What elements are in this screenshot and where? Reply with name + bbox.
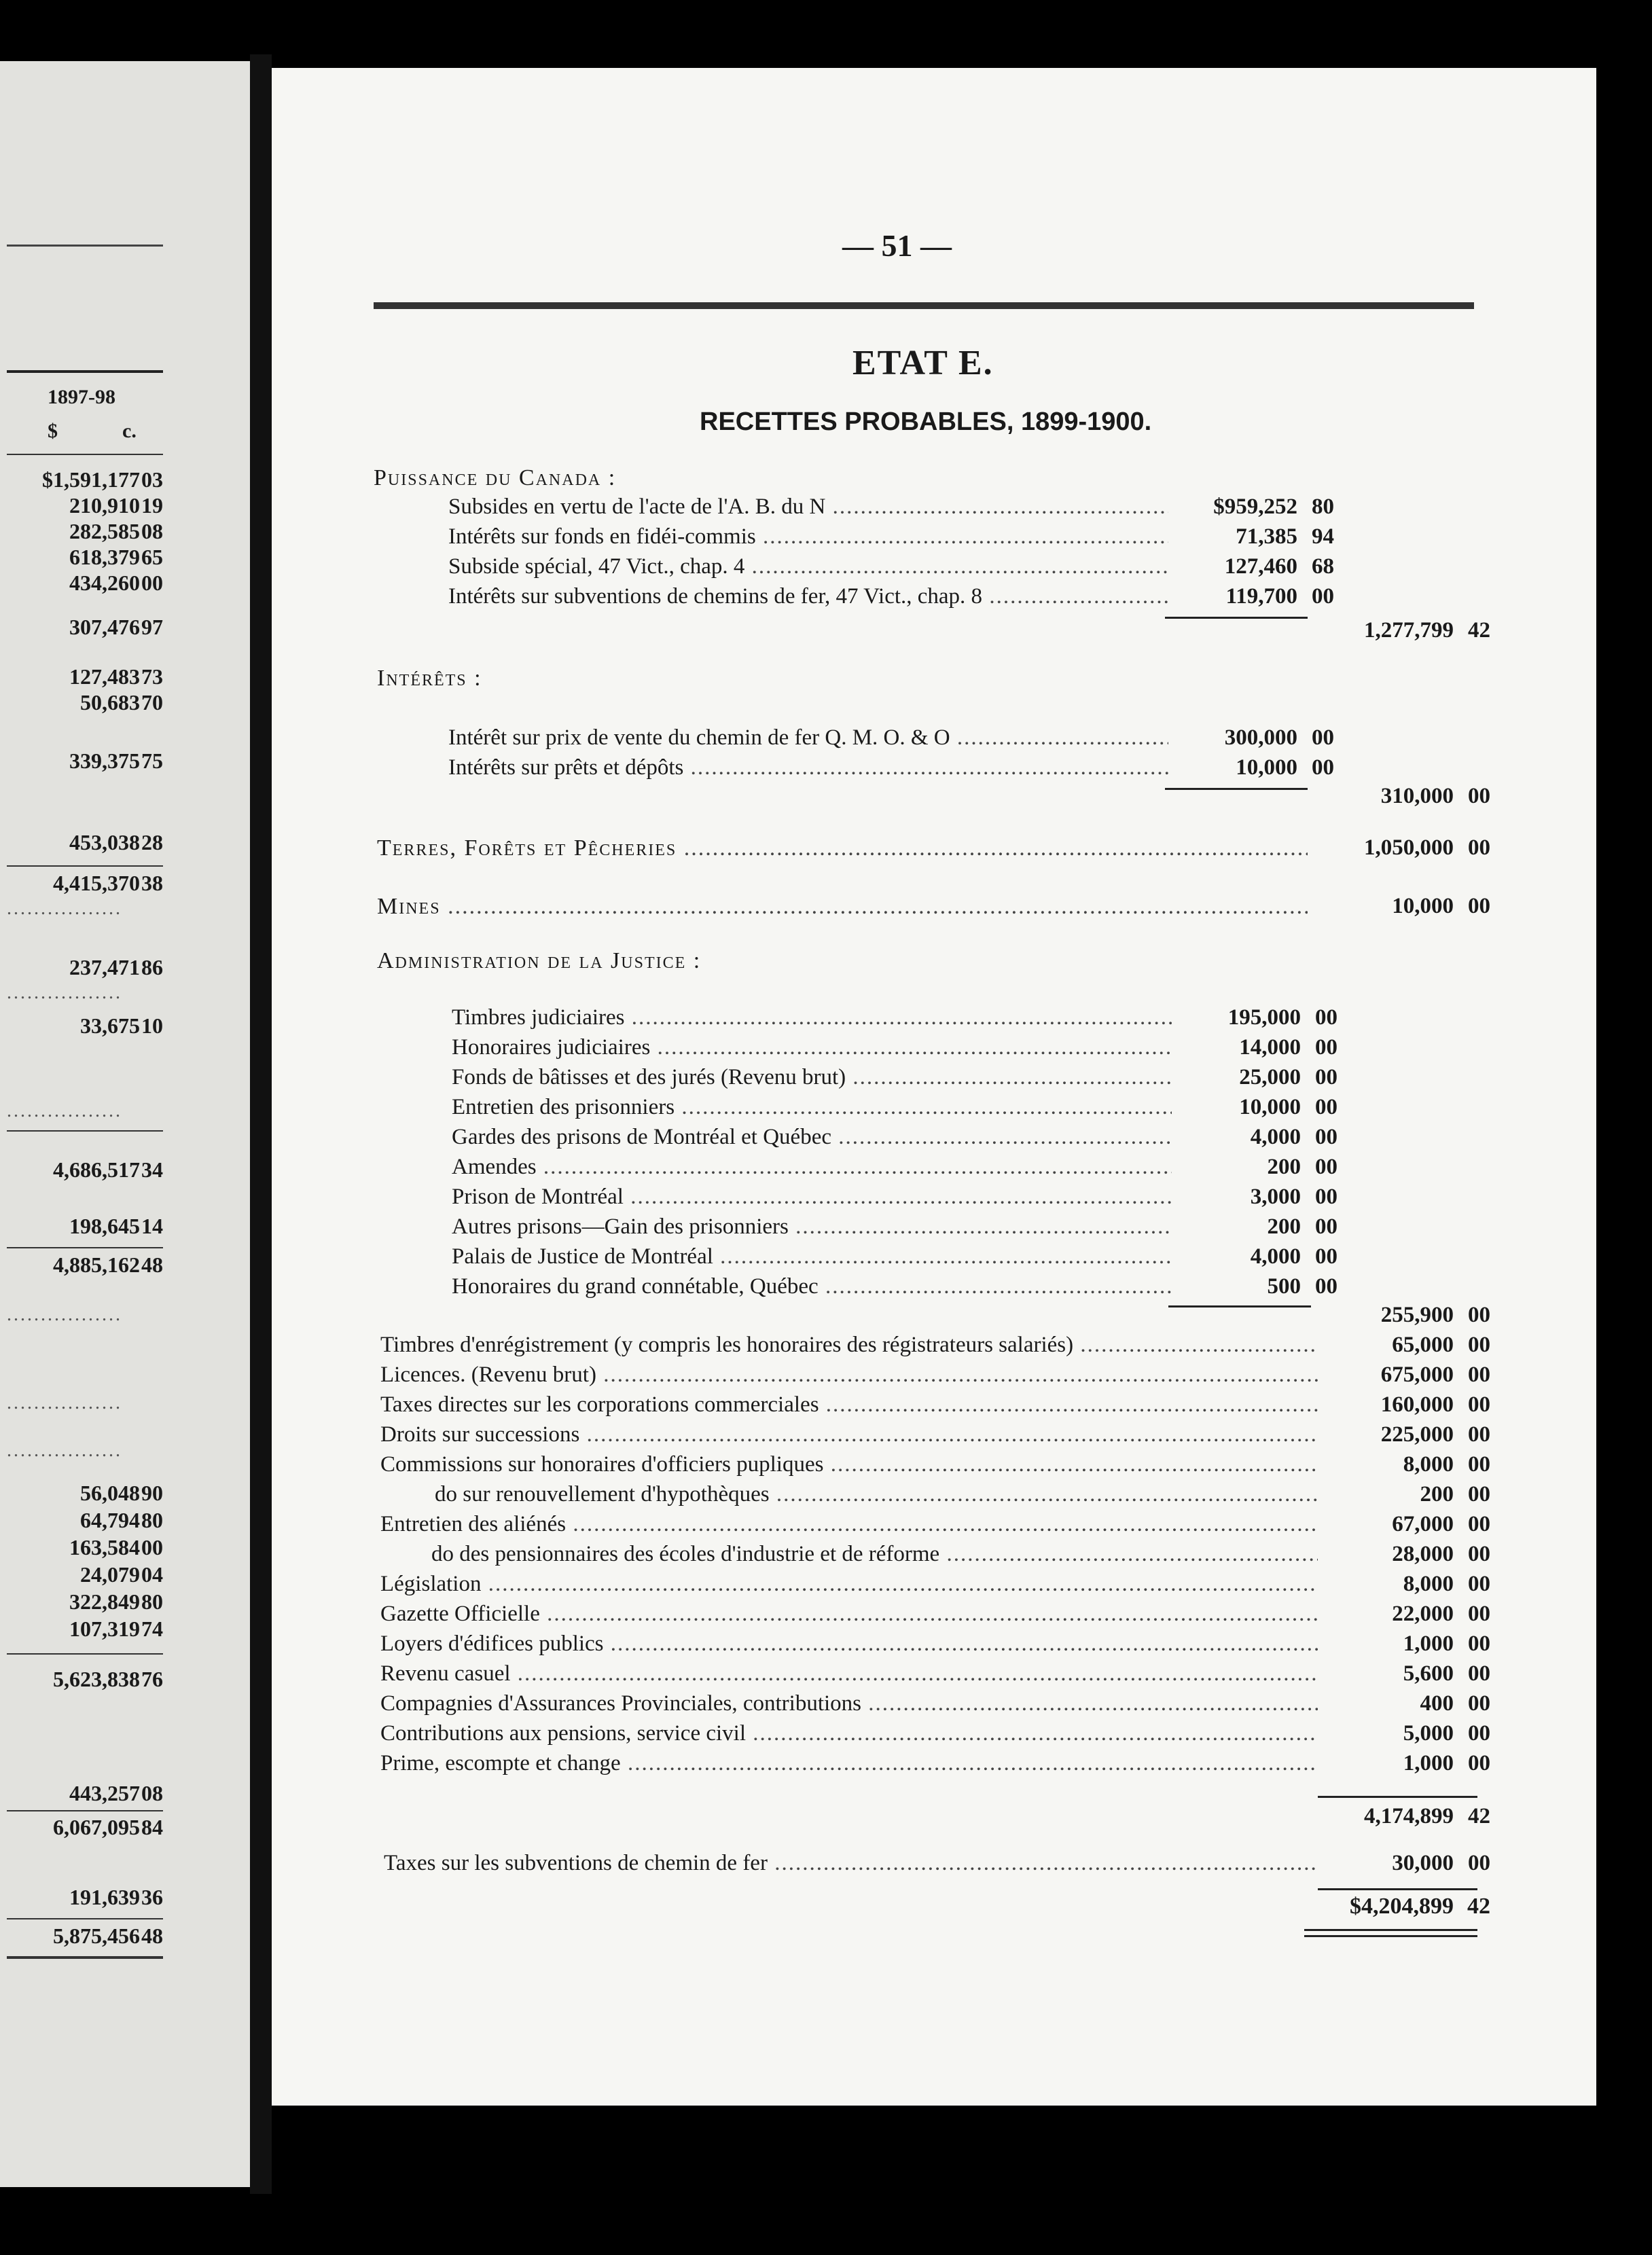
subtotal: 4,174,899 bbox=[1364, 1804, 1454, 1828]
left-rule bbox=[7, 1956, 163, 1959]
section-total-interets: 310,000 bbox=[1380, 784, 1454, 808]
left-header-rule-2 bbox=[7, 454, 163, 455]
left-header-rule bbox=[7, 370, 163, 373]
left-top-rule bbox=[7, 245, 163, 247]
left-rule bbox=[7, 1810, 163, 1811]
subtotal-cents: 42 bbox=[1468, 1804, 1490, 1828]
left-rule bbox=[7, 865, 163, 867]
left-dots: ................. bbox=[7, 898, 122, 919]
grand-total: $4,204,899 bbox=[1350, 1894, 1454, 1919]
left-rule bbox=[7, 1247, 163, 1248]
section-total-cents: 42 bbox=[1468, 618, 1490, 643]
left-rule bbox=[7, 1130, 163, 1132]
section-total-justice: 255,900 bbox=[1380, 1303, 1454, 1327]
left-dots: ................. bbox=[7, 982, 122, 1003]
section-heading-interets: Intérêts : bbox=[377, 666, 482, 691]
right-page: — 51 — ETAT E. RECETTES PROBABLES, 1899-1900. Puissance du Canada : Subsides en vertu de l'acte de l'A. B. du N ..... $959,252 80 Intérêts sur fonds en fidéi-commis ..... 71,385 94 Subside spécial, 47 Vict., chap. 4 ..... 127,460 68 Intérêts sur subventions de chemins de fer, 47 Vict., chap. 8 ..... 119,700 00 1,277,799 42 Intérêts : Intérêt sur prix de vente du chemin de fer Q. M. O. & O ..... 300,000 00 Intérêts sur prêts et dépôts ..... 10,000 00 310,000 00 Terres, Forêts et Pêcheries ..... 1,050,000 00 Mines ..... 10,000 00 Administration de la Justice : Timbres judiciaires ..... 195,000 00 Honoraires judiciaires ..... 14,000 00 Fonds de bâtisses et des jurés (Revenu brut) ..... 25,000 00 Entretien des prisonniers ..... 10,000 00 Gardes des prisons de Montréal et Québec ..... 4,000 00 Amendes ..... 200 00 Prison de Montréal ..... 3,000 00 Autres prisons—Gain des prisonniers ..... 200 00 Palais de Justice de Montréal ..... 4,000 00 Honoraires du grand connétable, Québec ..... 500 00 255,900 00 Timbres d'enrégistrement (y compris les honoraires des régistrateurs salariés) ..... 65,000 00 Licences. (Revenu brut) ..... 675,000 00 Taxes directes sur les corporations commerciales ..... 160,000 00 Droits sur successions ..... 225,000 00 Commissions sur honoraires d'officiers pupliques ..... 8,000 00 do sur renouvellement d'hypothèques ..... 200 00 Entretien des aliénés ..... 67,000 00 do des pensionnaires des écoles d'industrie et de réforme ..... 28,000 00 Législation ..... 8,000 00 Gazette Officielle ..... 22,000 00 Loyers d'édifices publics ..... 1,000 00 Revenu casuel ..... 5,600 00 Compagnies d'Assurances Provinciales, contributions ..... 400 00 Contributions aux pensions, service civil ..... 5,000 00 Prime, escompte et change ..... 1,000 00 4,174,899 42 Taxes sur les subventions de chemin de fer ..... 30,000 00 $4,204,899 42 bbox=[272, 68, 1596, 2106]
left-rule bbox=[7, 1653, 163, 1655]
grand-total-double-rule bbox=[1304, 1929, 1477, 1937]
left-dots: ................. bbox=[7, 1392, 122, 1413]
section-total-puissance: 1,277,799 bbox=[1364, 618, 1454, 643]
left-dots: ................. bbox=[7, 1440, 122, 1461]
left-dots: ................. bbox=[7, 1304, 122, 1325]
left-dots: ................. bbox=[7, 1100, 122, 1121]
section-heading-justice: Administration de la Justice : bbox=[377, 948, 702, 973]
book-gutter bbox=[250, 54, 272, 2194]
subtotal-rule bbox=[1318, 1796, 1477, 1798]
subtotal-rule bbox=[1165, 617, 1308, 619]
page-number: — 51 — bbox=[842, 228, 952, 263]
grand-total-rule bbox=[1318, 1888, 1477, 1890]
statement-subtitle: RECETTES PROBABLES, 1899-1900. bbox=[700, 408, 1152, 436]
section-heading-puissance: Puissance du Canada : bbox=[374, 465, 617, 490]
left-cents-label: c. bbox=[122, 420, 137, 442]
section-total-cents: 00 bbox=[1468, 1303, 1490, 1327]
statement-title: ETAT E. bbox=[852, 344, 994, 382]
grand-total-cents: 42 bbox=[1467, 1894, 1490, 1919]
subtotal-rule bbox=[1165, 788, 1308, 790]
left-page: 1897-98 $ c. $1,591,177 03 210,910 19 282,585 08 618,379 65 434,260 00 307,476 97 127,483 73 50,683 70 339,375 75 453,038 28 4,415,370 38 ................. 237,471 86 ................. 33,675 10 ................. 4,686,517 34 198,645 14 4,885,162 48 ................. ................. ................. 56,048 90 64,794 80 163,584 00 24,079 04 322,849 80 107,319 74 5,623,838 76 443,257 08 6,067,095 84 191,639 36 5,875,456 48 bbox=[0, 61, 258, 2187]
subtotal-rule bbox=[1168, 1305, 1311, 1307]
left-rule bbox=[7, 1918, 163, 1919]
top-rule bbox=[374, 302, 1474, 309]
left-dollar-label: $ bbox=[48, 420, 58, 442]
section-total-cents: 00 bbox=[1468, 784, 1490, 808]
left-header-year: 1897-98 bbox=[48, 386, 115, 408]
